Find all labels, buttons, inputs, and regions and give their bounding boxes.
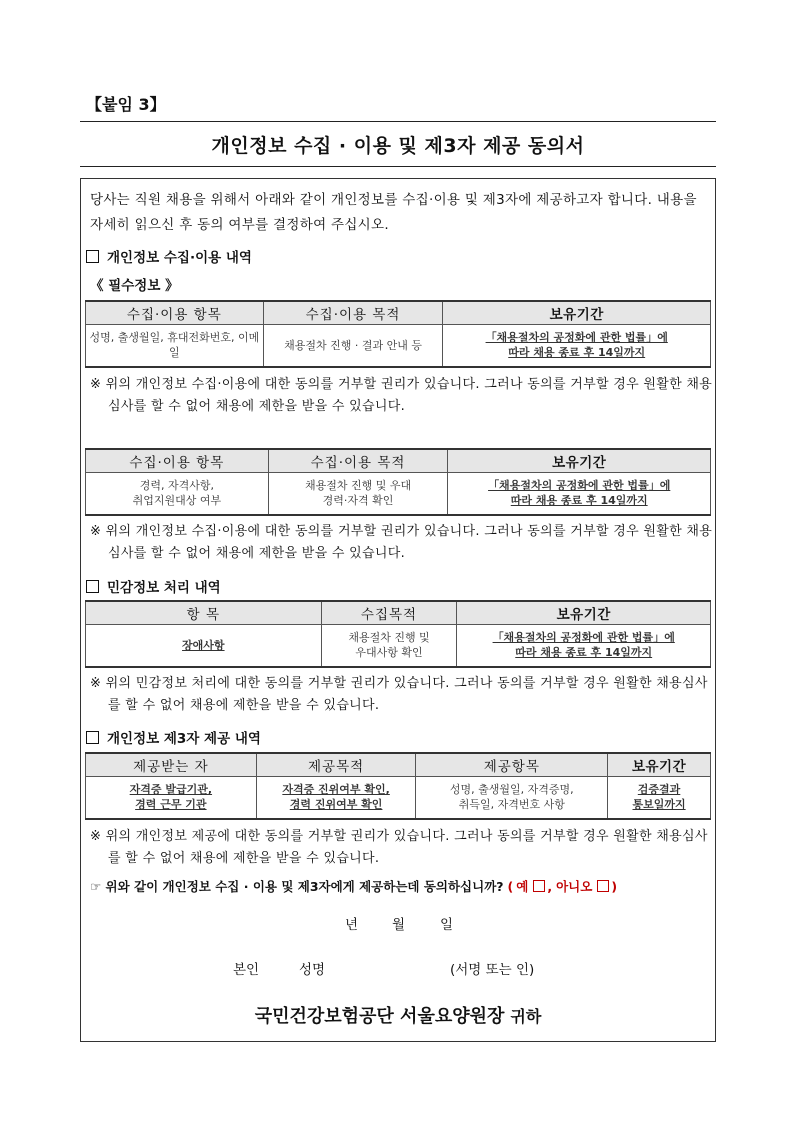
table-header-row — [86, 301, 711, 325]
header-cell: 제공목적 — [256, 753, 416, 777]
section-collection-label: 개인정보 수집·이용 내역 — [107, 250, 252, 266]
items-line: 취업지원대상 여부 — [132, 494, 222, 508]
retention-line: 「채용절차의 공정화에 관한 법률」에 — [488, 479, 671, 493]
retention-line: 따라 채용 종료 후 14일까지 — [515, 646, 653, 660]
checkbox-square-icon — [86, 580, 99, 593]
retention-line: 「채용절차의 공정화에 관한 법률」에 — [492, 631, 675, 645]
purpose-line: 경력·자격 확인 — [322, 494, 394, 508]
third-party-note: ※ 위의 개인정보 제공에 대한 동의를 거부할 권리가 있습니다. 그러나 동의를 거부할 경우 원활한 채용심사를 할 수 없어 채용에 제한을 받을 수 있습니다. — [90, 829, 708, 866]
purpose-cell — [256, 777, 416, 819]
header-cell: 보유기간 — [608, 753, 711, 777]
items-line: 경력, 자격사항, — [139, 479, 214, 493]
consent-yes-label: 예 — [516, 879, 529, 894]
recipient-line: 경력 근무 기관 — [135, 798, 207, 812]
header-cell: 제공항목 — [416, 753, 608, 777]
sensitive-table — [85, 600, 711, 668]
attachment-label: 【붙임 3】 — [86, 95, 166, 114]
retention-line: 따라 채용 종료 후 14일까지 — [508, 346, 646, 360]
third-party-table — [85, 752, 711, 820]
retention-line: 「채용절차의 공정화에 관한 법률」에 — [485, 331, 668, 345]
signature-name-label[interactable]: 성명 — [299, 962, 326, 978]
section-third-party-label: 개인정보 제3자 제공 내역 — [107, 731, 261, 747]
section-sensitive-title — [86, 576, 221, 596]
table-header-row — [86, 601, 711, 625]
items-line: 취득일, 자격번호 사항 — [458, 798, 565, 812]
addressee — [80, 1002, 716, 1028]
items-cell — [86, 473, 269, 515]
header-cell: 수집목적 — [321, 601, 457, 625]
consent-options — [508, 877, 618, 895]
header-cell: 보유기간 — [448, 449, 711, 473]
addressee-org: 국민건강보험공단 서울요양원장 — [254, 1006, 505, 1027]
purpose-line: 채용절차 진행 및 우대 — [304, 479, 412, 493]
table-header-row — [86, 753, 711, 777]
consent-yes-checkbox[interactable] — [533, 880, 545, 892]
purpose-line: 채용절차 진행 및 — [348, 631, 430, 645]
recipient-cell — [86, 777, 257, 819]
document-title: 개인정보 수집 · 이용 및 제3자 제공 동의서 — [211, 134, 585, 157]
purpose-line: 경력 진위여부 확인 — [289, 798, 383, 812]
header-cell: 수집·이용 목적 — [268, 449, 448, 473]
retention-line: 통보일까지 — [632, 798, 686, 812]
consent-no-checkbox[interactable] — [597, 880, 609, 892]
collection-table-2 — [85, 448, 711, 516]
open-paren: ( — [507, 878, 514, 894]
collection-note-2: ※ 위의 개인정보 수집·이용에 대한 동의를 거부할 권리가 있습니다. 그러나 동의를 거부할 경우 원활한 채용심사를 할 수 없어 채용에 제한을 받을 수 있습니다. — [90, 524, 713, 561]
items-cell: 성명, 출생월일, 휴대전화번호, 이메일 — [86, 325, 264, 367]
retention-cell — [448, 473, 711, 515]
section-sensitive-label: 민감정보 처리 내역 — [107, 580, 221, 596]
retention-cell — [457, 625, 711, 667]
signature-self-label: 본인 — [233, 962, 260, 978]
consent-question-line — [90, 877, 617, 895]
consent-no-label: 아니오 — [556, 879, 593, 894]
table-row — [86, 325, 711, 367]
items-cell — [416, 777, 608, 819]
header-cell: 제공받는 자 — [86, 753, 257, 777]
header-cell: 보유기간 — [457, 601, 711, 625]
section-collection-title — [86, 246, 252, 266]
sensitive-note: ※ 위의 민감정보 처리에 대한 동의를 거부할 권리가 있습니다. 그러나 동의를 거부할 경우 원활한 채용심사를 할 수 없어 채용에 제한을 받을 수 있습니다. — [90, 676, 708, 713]
collection-note-1: ※ 위의 개인정보 수집·이용에 대한 동의를 거부할 권리가 있습니다. 그러나 동의를 거부할 경우 원활한 채용심사를 할 수 없어 채용에 제한을 받을 수 있습니다. — [90, 377, 713, 414]
recipient-line: 자격증 발급기관, — [129, 783, 213, 797]
date-year: 년 — [345, 917, 359, 933]
retention-line: 따라 채용 종료 후 14일까지 — [510, 494, 648, 508]
header-cell: 항 목 — [86, 601, 322, 625]
purpose-cell — [321, 625, 457, 667]
header-cell: 수집·이용 항목 — [86, 449, 269, 473]
retention-line: 검증결과 — [637, 783, 681, 797]
header-cell: 수집·이용 목적 — [263, 301, 443, 325]
section-third-party-title — [86, 727, 261, 747]
item-cell: 장애사항 — [86, 625, 322, 667]
table-row — [86, 473, 711, 515]
collection-table-1 — [85, 300, 711, 368]
purpose-line: 자격증 진위여부 확인, — [282, 783, 390, 797]
items-line: 성명, 출생월일, 자격증명, — [449, 783, 574, 797]
close-paren: ) — [611, 878, 618, 894]
purpose-line: 우대사항 확인 — [355, 646, 423, 660]
intro-text: 당사는 직원 채용을 위해서 아래와 같이 개인정보를 수집·이용 및 제3자에 제공하고자 합니다. 내용을 자세히 읽으신 후 동의 여부를 결정하여 주십시오. — [90, 192, 697, 233]
table-row — [86, 625, 711, 667]
checkbox-square-icon — [86, 731, 99, 744]
checkbox-square-icon — [86, 250, 99, 263]
table-row — [86, 777, 711, 819]
date-month: 월 — [392, 917, 406, 933]
signature-hint: (서명 또는 인) — [450, 962, 535, 978]
purpose-cell: 채용절차 진행 · 결과 안내 등 — [263, 325, 443, 367]
table-header-row — [86, 449, 711, 473]
required-info-subtitle: 《 필수정보 》 — [90, 278, 179, 294]
date-day: 일 — [440, 917, 454, 933]
header-cell: 수집·이용 항목 — [86, 301, 264, 325]
purpose-cell — [268, 473, 448, 515]
document-title-bar — [80, 121, 716, 167]
addressee-suffix: 귀하 — [510, 1007, 542, 1026]
header-cell: 보유기간 — [443, 301, 711, 325]
retention-cell — [443, 325, 711, 367]
comma: , — [547, 878, 553, 894]
consent-question: ☞ 위와 같이 개인정보 수집 · 이용 및 제3자에게 제공하는데 동의하십니까? — [90, 879, 504, 894]
retention-cell — [608, 777, 711, 819]
